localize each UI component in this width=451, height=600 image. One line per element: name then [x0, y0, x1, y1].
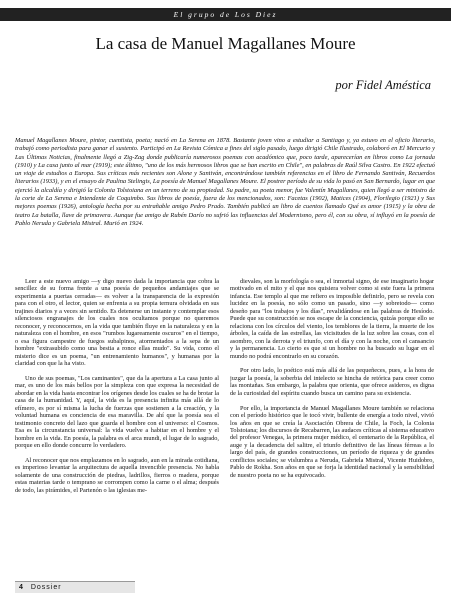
body-paragraph: Por ello, la importancia de Manuel Magallanes Moure también se relaciona con el período histórico que le tocó vivir, bullente de energía a todo nivel, vivió los años en que se creía la Asociación Obrera de Chile, la Foch, la Colonia Tolstoiana; los discursos de Recabarren, las audaces críticas al sistema educativo del profesor Venegas, la primera mujer médico, el centenario de la República, el auge y la decadencia del salitre, el triunfo definitivo de las líneas férreas a lo largo del país, de grandes construcciones, un período de riqueza y de grandes conflictos sociales; se vislumbra a Neruda, Gabriela Mistral, Vicente Huidobro, Pablo de Rokha. Son años en que se forja la identidad nacional y la sensibilidad de nuestro poeta no se ha equivocado.	[230, 404, 434, 479]
article-title: La casa de Manuel Magallanes Moure	[95, 34, 356, 53]
body-paragraph: dievales, son la morfología o sea, el inmortal signo, de ese imaginario hogar motivado en el mito y el que nos quisiera volver como si este fuera la primera infancia. Ese templo al que me refiero es imposible definirlo, pero se revela con lucidez en la poesía, no sólo como un pasado, sino —y sobretodo— como deseño para "los trabajos y los días", revalidándose en las palabras de Hesíodo. Puede que su construcción se nos escape de la conciencia, quizás porque ello se relaciona con los círculos del viento, los temblores de la tierra, la muerte de los árboles, la caída de las estrellas, las vicisitudes de la luz sobre las cosas, con el asombro, con la derrota y el triunfo, con el día y con la noche, con el cansancio y la permanencia. Lo cierto es que si un hombre no ha buscado su lugar en el mundo no podrá encontrarlo en su corazón.	[230, 278, 434, 360]
body-paragraph: Leer a este nuevo amigo —y digo nuevo dada la importancia que cobra la sencillez de su forma frente a una poesía de pequeños andamiajes que se experimenta a puertas cerradas— es volver a la transparencia de la expresión para con el otro, el lector, quien se enfrenta a su propia ternura olvidada en sus trajines diarios y a veces sin sentido. Es detenerse un instante y contemplar esos silenciosos engranajes de los cuales nos ocultamos porque no queremos reconocer, y reconocernos, en la vida que también fluye en la naturaleza y en la naturaleza con el hombre, en esos "rumbos lugareamente oscuros" en el tiempo, o esa figura campestre de fuegos subalpinos, atormentados a la sepa de un hombre "extrasubido como una bestia a ronce ellas mudo". Su vida, como el misterio dice es un poema, "un entrenamiento humanos", y humanas por la claridad con que la ha visto.	[15, 278, 219, 367]
right-text-column	[230, 278, 434, 578]
body-paragraph: Por otro lado, lo poético está más allá de las pequeñeces, pues, a la hora de juzgar la poesía, la soberbia del intelecto se hincha de retórica para creer como las montañas. Sus embargo, la palabra que orienta, que ofrece asideros, es digna de la curiosidad del espíritu cuando busca un camino para su existencia.	[230, 367, 434, 397]
author-bio-abstract: Manuel Magallanes Moure, pintor, cuentista, poeta; nació en La Serena en 1878. Bastante joven vino a estudiar a Santiago y, ya estuvo en el oficio literario, trabajó como periodista para ganar el sustento. Participó en La Revista Cómica a fines del siglo pasado, luego dirigió Chile Ilustrado, colaboró en El Mercurio y Las Últimas Noticias, finalmente llegó a Zig-Zag donde publicaría numerosos poemas con acadómico que, poco tarde, aparecerían en libros como La jornada (1910) y La casa junto al mar (1919); este último, "uno de los más hermosos libros que se han escrito en Chile", en palabras de Raúl Silva Castro. En 1922 efectuó un viaje de estudios a Europa. Sus críticas más recientes son Alone y Santiván, encontrándose también referencias en el libro de Fernando Santiván, Recuerdos literarios (1933), y en el ensayo de Paulina Stelingis, La poesía de Manuel Magallanes Moure. El postrer período de su vida lo pasó en San Bernardo, lugar en que ejerció la alcaldía y dirigió la Colonia Tolstoiana en un terreno de su propiedad. Su padre, su poeta menor, fue Valentín Magallanes, quien llegó a ser ministro de la corte de La Serena e Intendente de Coquimbo. Sus libros de poesía, fuera de los mencionados, son: Facetas (1902), Matices (1904), Florilegio (1921) y Sus mejores poemas (1926), antología hecha por su entrañable amigo Pedro Prado. También publicó un libro de cuentos llamado Qué es amor (1915) y la obra de teatro La batalla, llave de primavera. Aunque fue amigo de Rubén Darío no sufrió las influencias del Modernismo, pero él, con su obra, sí influyó en la poesía de Pablo Neruda y Gabriela Mistral. Murió en 1924.	[15, 137, 435, 227]
page-number: 4	[19, 584, 23, 591]
section-banner	[0, 8, 451, 21]
section-name: Dossier	[30, 584, 62, 591]
body-paragraph: Uno de sus poemas, "Los caminantes", que da la apertura a La casa junto al mar, es uno de los más bellos por la simpleza con que expresa la necesidad de abordar en la vida hasta encontrar los orígenes desde los cuales se ha de brotar la casa de la humanidad. Y, aquí, la vida es la presencia infinita más allá de lo efímero, es por sí misma la lucha de fuerzas que sostienen a la creación, y la voluntad humana es conciencia de esa maravilla. De ahí que la poesía sea el testimonio concreto del lazo que guarda el hombre con el universo: el Cosmos. Esa es la circunstancia universal: la vida vuelve a habitar en el hombre y el hombre en la vida. En poesía, la palabra es el arca mundi, el lugar de lo sagrado, porque en ello donde concurre lo verdadero.	[15, 374, 219, 449]
banner-text: El grupo de Los Diez	[173, 10, 278, 19]
left-text-column	[15, 278, 219, 578]
page-footer	[15, 581, 135, 593]
article-author: por Fidel Améstica	[335, 78, 431, 92]
body-paragraph: Al reconocer que nos emplazamos en lo sagrado, aun en la mirada cotidiana, es imperioso levantar la arquitectura de aquella invencible presencia. No habla solamente de una construcción de piedras, ladrillos, fierros o madera, porque estas materias tarde o temprano se corrompen como la carne o el alma; después de todo, las pirámides, el Partenón o las iglesias me-	[15, 456, 219, 494]
